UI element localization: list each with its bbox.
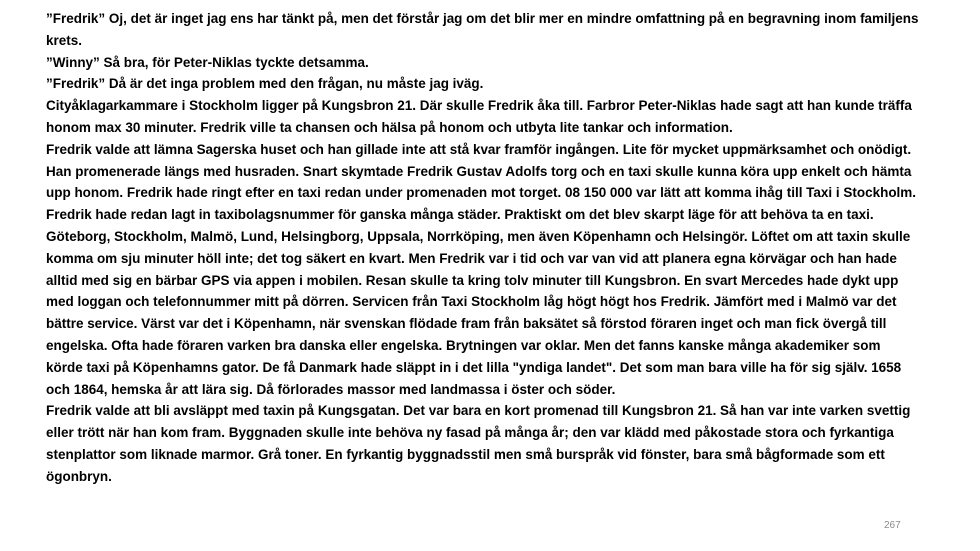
paragraph-winny-reply: ”Winny” Så bra, för Peter-Niklas tyckte detsamma. [46, 54, 369, 71]
paragraph-taxi-ride: Fredrik valde att lämna Sagerska huset och han gillade inte att stå kvar framför ingången. Lite för mycket uppmärksamhet och onödigt. Han promenerade längs med husraden. Snart skymtade Fredrik Gustav Adolfs torg och en taxi skulle kunna köra upp enkelt och hämta upp honom. Fredrik hade ringt efter en taxi redan under promenaden mot torget. 08 150 000 var lätt att komma ihåg till Taxi i Stockholm. Fredrik hade redan lagt in taxibolagsnummer för ganska många städer. Praktiskt om det blev skarpt läge för att behöva ta en taxi. Göteborg, Stockholm, Malmö, Lund, Helsingborg, Uppsala, Norrköping, men även Köpenhamn och Helsingör. Löftet om att taxin skulle komma om sju minuter höll inte; det tog säkert en kvart. Men Fredrik var i tid och var van vid att planera egna körvägar och han hade alltid med sig en bärbar GPS via appen i mobilen. Resan skulle ta kring tolv minuter till Kungsbron. En svart Mercedes hade dykt upp med loggan och telefonnummer mitt på dörren. Servicen från Taxi Stockholm låg högt högt hos Fredrik. Jämfört med i Malmö var det bättre service. Värst var det i Köpenhamn, när svenskan flödade fram från baksätet så förstod föraren inget och man fick övergå till engelska. Ofta hade föraren varken bra danska eller engelska. Brytningen var oklar. Men det fanns kanske många akademiker som körde taxi på Köpenhamns gator. De få Danmark hade släppt in i det lilla "yndiga landet". Det som man bara ville ha för sig själv. 1658 och 1864, hemska år att lära sig. Då förlorades massor med landmassa i öster och söder. [46, 141, 917, 398]
paragraph-fredrik-reply: ”Fredrik” Oj, det är inget jag ens har tänkt på, men det förstår jag om det blir mer en mindre omfattning på en begravning inom familjens krets. [46, 11, 919, 49]
paragraph-cityaklagarkammare: Cityåklagarkammare i Stockholm ligger på Kungsbron 21. Där skulle Fredrik åka till. Farbror Peter-Niklas hade sagt att han kunde träffa honom max 30 minuter. Fredrik ville ta chansen och hälsa på honom och utbyta lite tankar och information. [46, 98, 912, 136]
page-number: 267 [884, 520, 901, 531]
paragraph-kungsgatan: Fredrik valde att bli avsläppt med taxin på Kungsgatan. Det var bara en kort promenad till Kungsbron 21. Så han var inte varken svettig eller trött när han kom fram. Byggnaden skulle inte behöva ny fasad på många år; den var klädd med påkostade stora och fyrkantiga stenplattor som liknade marmor. Grå toner. En fyrkantig byggnadsstil men små burspråk vid fönster, bara små bågformade som ett ögonbryn. [46, 403, 911, 485]
text-body [46, 9, 920, 489]
paragraph-fredrik-leaving: ”Fredrik” Då är det inga problem med den frågan, nu måste jag iväg. [46, 76, 484, 93]
